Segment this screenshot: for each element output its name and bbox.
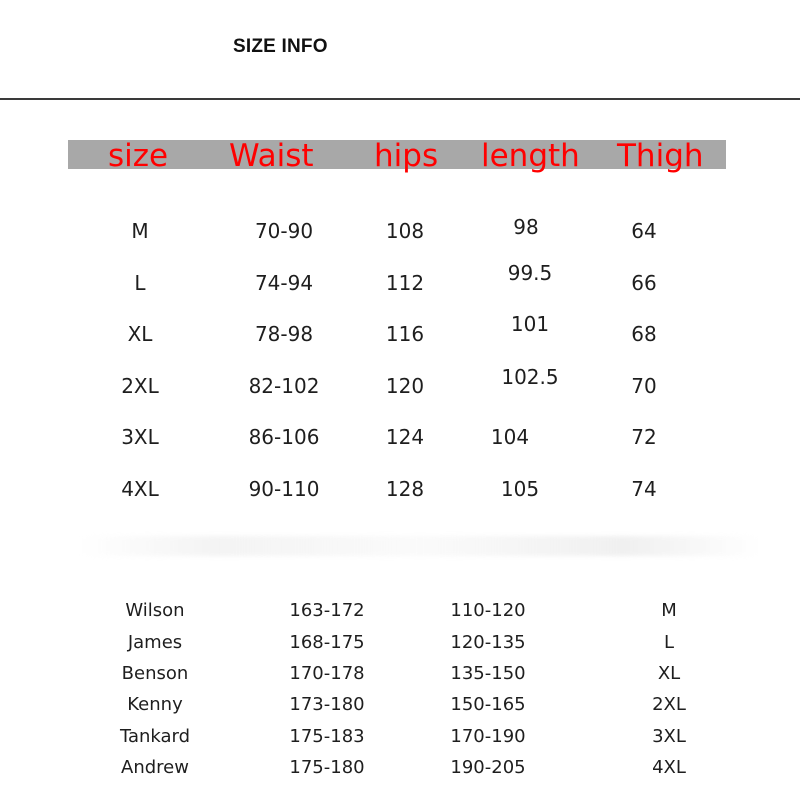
height-range-cell: 175-183 [289, 726, 365, 747]
recommended-size-cell: 3XL [652, 726, 686, 747]
weight-range-cell: 170-190 [450, 726, 526, 747]
size-table-header-size: size [108, 138, 169, 174]
waist-cell: 74-94 [254, 271, 314, 295]
hips-cell: 108 [385, 219, 425, 243]
name-cell: Wilson [125, 600, 185, 621]
thigh-cell: 70 [631, 374, 657, 398]
waist-cell: 86-106 [248, 425, 320, 449]
name-cell: Tankard [119, 726, 191, 747]
size-cell: XL [127, 322, 153, 346]
height-range-cell: 163-172 [289, 600, 365, 621]
length-cell: 102.5 [501, 365, 559, 389]
size-cell: M [131, 219, 149, 243]
size-table-header-hips: hips [374, 138, 439, 174]
waist-cell: 82-102 [248, 374, 320, 398]
hips-cell: 120 [385, 374, 425, 398]
recommended-size-cell: L [663, 632, 675, 653]
waist-cell: 90-110 [248, 477, 320, 501]
page-title: SIZE INFO [233, 36, 328, 57]
height-range-cell: 175-180 [289, 757, 365, 778]
waist-cell: 70-90 [254, 219, 314, 243]
thigh-cell: 72 [631, 425, 657, 449]
hips-cell: 112 [385, 271, 425, 295]
size-cell: 4XL [121, 477, 159, 501]
recommended-size-cell: 2XL [652, 694, 686, 715]
recommended-size-cell: XL [657, 663, 681, 684]
weight-range-cell: 190-205 [450, 757, 526, 778]
size-table-header-length: length [481, 138, 580, 174]
size-cell: 3XL [121, 425, 159, 449]
size-cell: L [134, 271, 146, 295]
length-cell: 104 [490, 425, 530, 449]
thigh-cell: 64 [631, 219, 657, 243]
height-range-cell: 168-175 [289, 632, 365, 653]
title-divider [0, 98, 800, 100]
size-table-header-thigh: Thigh [617, 138, 704, 174]
name-cell: Andrew [121, 757, 189, 778]
length-cell: 105 [500, 477, 540, 501]
hips-cell: 128 [385, 477, 425, 501]
hips-cell: 124 [385, 425, 425, 449]
recommended-size-cell: 4XL [652, 757, 686, 778]
weight-range-cell: 110-120 [450, 600, 526, 621]
weight-range-cell: 120-135 [450, 632, 526, 653]
thigh-cell: 68 [631, 322, 657, 346]
length-cell: 99.5 [507, 261, 553, 285]
size-cell: 2XL [121, 374, 159, 398]
name-cell: James [127, 632, 183, 653]
height-range-cell: 173-180 [289, 694, 365, 715]
waist-cell: 78-98 [254, 322, 314, 346]
thigh-cell: 66 [631, 271, 657, 295]
length-cell: 101 [510, 312, 550, 336]
name-cell: Kenny [127, 694, 183, 715]
height-range-cell: 170-178 [289, 663, 365, 684]
weight-range-cell: 150-165 [450, 694, 526, 715]
thigh-cell: 74 [631, 477, 657, 501]
length-cell: 98 [513, 215, 539, 239]
name-cell: Benson [121, 663, 189, 684]
weight-range-cell: 135-150 [450, 663, 526, 684]
size-table-header-waist: Waist [229, 138, 314, 174]
faded-smudge [80, 536, 760, 556]
hips-cell: 116 [385, 322, 425, 346]
recommended-size-cell: M [661, 600, 677, 621]
